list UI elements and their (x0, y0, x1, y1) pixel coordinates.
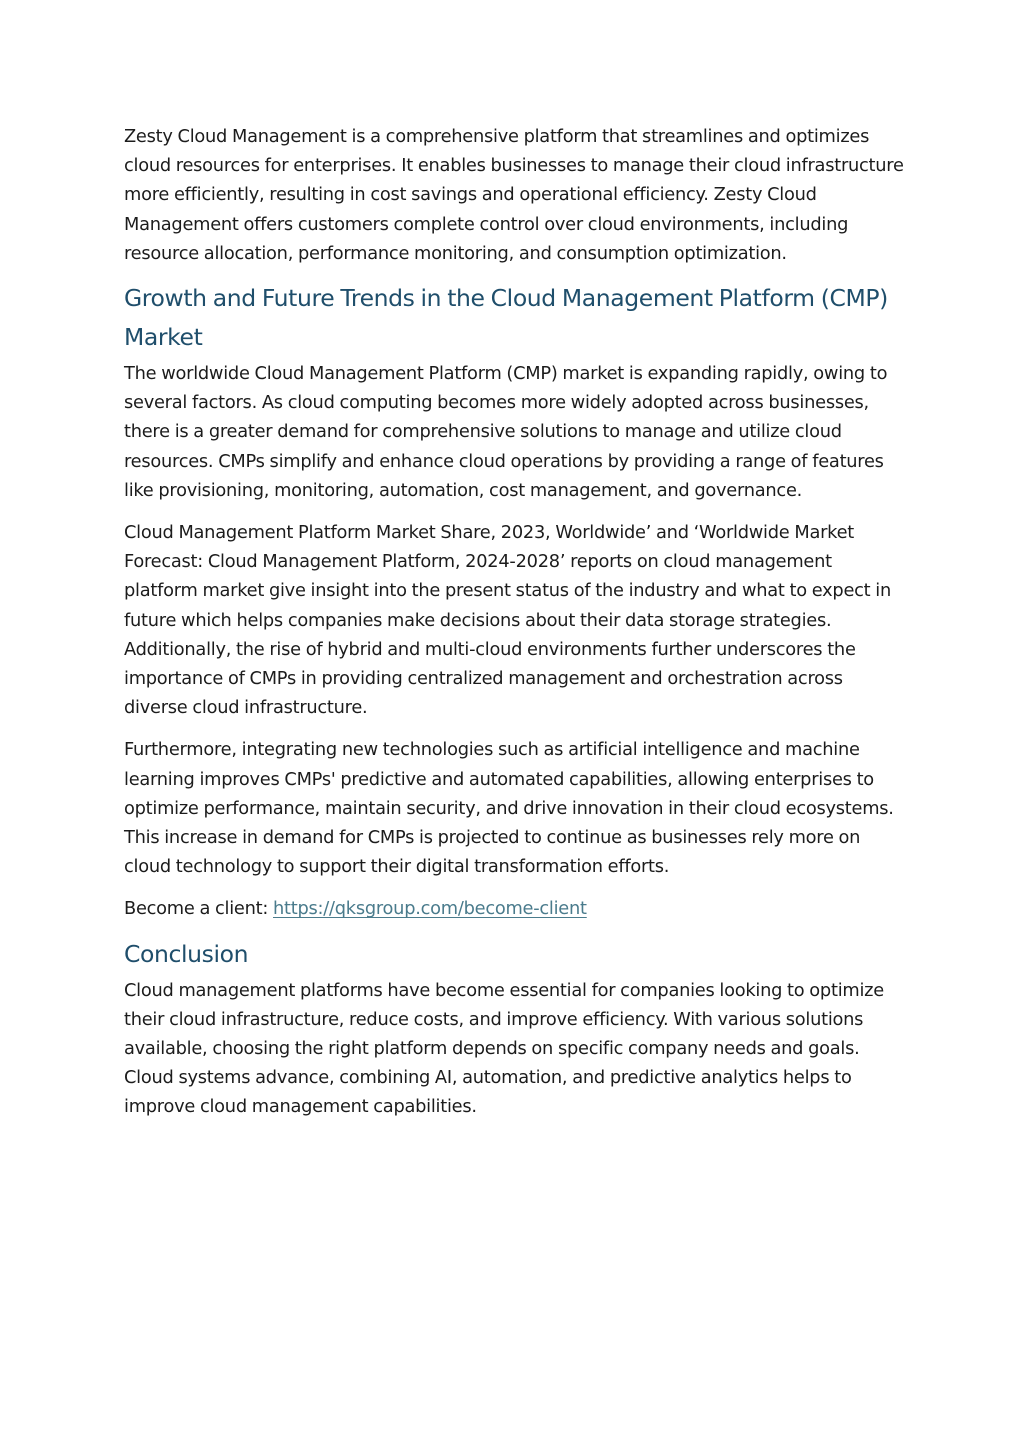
conclusion-heading: Conclusion (124, 939, 249, 968)
growth-paragraph-1: The worldwide Cloud Management Platform (CMP) market is expanding rapidly, owing to several factors. As cloud computing becomes more widely adopted across businesses, there is a greater demand for comprehensive solutions to manage and utilize cloud resources. CMPs simplify and enhance cloud operations by providing a range of features like provisioning, monitoring, automation, cost management, and governance. (124, 363, 888, 501)
conclusion-paragraph: Cloud management platforms have become essential for companies looking to optimize their cloud infrastructure, reduce costs, and improve efficiency. With various solutions available, choosing the right platform depends on specific company needs and goals. Cloud systems advance, combining AI, automation, and predictive analytics helps to improve cloud management capabilities. (124, 979, 884, 1118)
intro-paragraph: Zesty Cloud Management is a comprehensive platform that streamlines and optimizes cloud resources for enterprises. It enables businesses to manage their cloud infrastructure more efficiently, resulting in cost savings and operational efficiency. Zesty Cloud Management offers customers complete control over cloud environments, including resource allocation, performance monitoring, and consumption optimization. (124, 126, 904, 264)
become-client-line (124, 894, 904, 923)
growth-paragraph-3: Furthermore, integrating new technologies such as artificial intelligence and machine learning improves CMPs' predictive and automated capabilities, allowing enterprises to optimize performance, maintain security, and drive innovation in their cloud ecosystems. This increase in demand for CMPs is projected to continue as businesses rely more on cloud technology to support their digital transformation efforts. (124, 739, 894, 878)
become-client-link[interactable]: https://qksgroup.com/become-client (273, 898, 587, 920)
document-page (124, 122, 904, 1135)
become-client-label: Become a client: (124, 898, 273, 920)
growth-paragraph-2: Cloud Management Platform Market Share, 2023, Worldwide’ and ‘Worldwide Market Forecast: Cloud Management Platform, 2024-2028’ reports on cloud management platform market give insight into the present status of the industry and what to expect in future which helps companies make decisions about their data storage strategies. Additionally, the rise of hybrid and multi-cloud environments further underscores the importance of CMPs in providing centralized management and orchestration across diverse cloud infrastructure. (124, 522, 892, 719)
growth-section-heading: Growth and Future Trends in the Cloud Management Platform (CMP) Market (124, 284, 888, 352)
